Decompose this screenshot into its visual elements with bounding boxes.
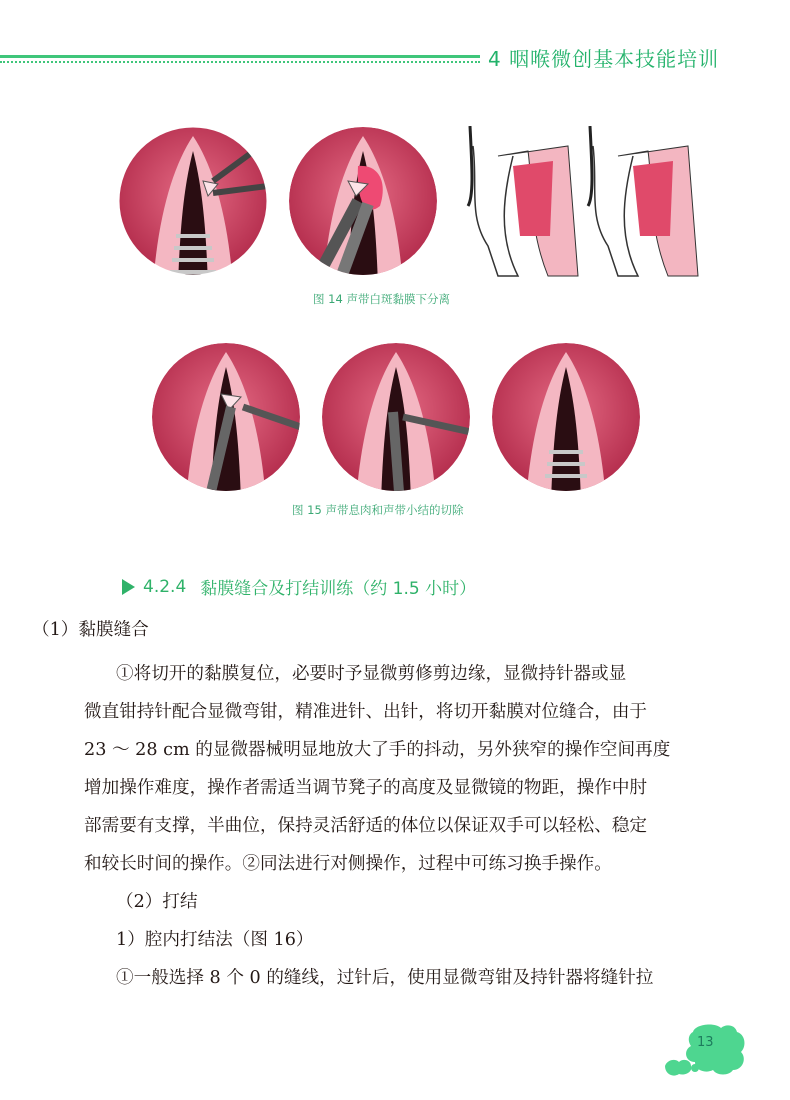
body-line: 23 ～ 28 cm 的显微器械明显地放大了手的抖动，另外狭窄的操作空间再度	[84, 740, 671, 760]
header-rule	[0, 55, 480, 65]
body-line: 部需要有支撑，半曲位，保持灵活舒适的体位以保证双手可以轻松、稳定	[84, 816, 648, 836]
play-triangle-icon	[122, 579, 135, 595]
section-title: 黏膜缝合及打结训练（约 1.5 小时）	[200, 579, 477, 599]
body-line: 增加操作难度，操作者需适当调节凳子的高度及显微镜的物距，操作中肘	[84, 778, 648, 798]
figure-14-illustration	[118, 126, 718, 286]
larynx-view-1	[119, 127, 268, 286]
section-number: 4.2.4	[143, 576, 187, 597]
figure-15-illustration	[151, 342, 641, 494]
cross-section-views	[468, 126, 698, 276]
figure-14-caption: 图 14 声带白斑黏膜下分离	[313, 292, 450, 306]
figure-14	[118, 126, 718, 290]
larynx-view-3	[152, 343, 301, 494]
figure-15-caption: 图 15 声带息肉和声带小结的切除	[292, 503, 464, 517]
page-badge-icon	[655, 1022, 755, 1080]
section-heading	[122, 574, 476, 599]
larynx-view-5	[492, 343, 640, 494]
body-line: ①将切开的黏膜复位，必要时予显微剪修剪边缘，显微持针器或显	[116, 664, 627, 684]
chapter-title: 4 咽喉微创基本技能培训	[488, 47, 720, 71]
body-line: 1）腔内打结法（图 16）	[116, 930, 314, 950]
body-line: 微直钳持针配合显微弯钳，精准进针、出针，将切开黏膜对位缝合，由于	[84, 702, 648, 722]
body-line: （2）打结	[116, 892, 198, 912]
figure-15	[151, 342, 641, 498]
body-line: （1）黏膜缝合	[32, 620, 149, 640]
body-line: ①一般选择 8 个 0 的缝线，过针后，使用显微弯钳及持针器将缝针拉	[116, 968, 654, 988]
body-line: 和较长时间的操作。②同法进行对侧操作，过程中可练习换手操作。	[84, 854, 612, 874]
larynx-view-2	[289, 127, 437, 286]
page-number: 13	[697, 1035, 714, 1050]
larynx-view-4	[322, 343, 471, 494]
